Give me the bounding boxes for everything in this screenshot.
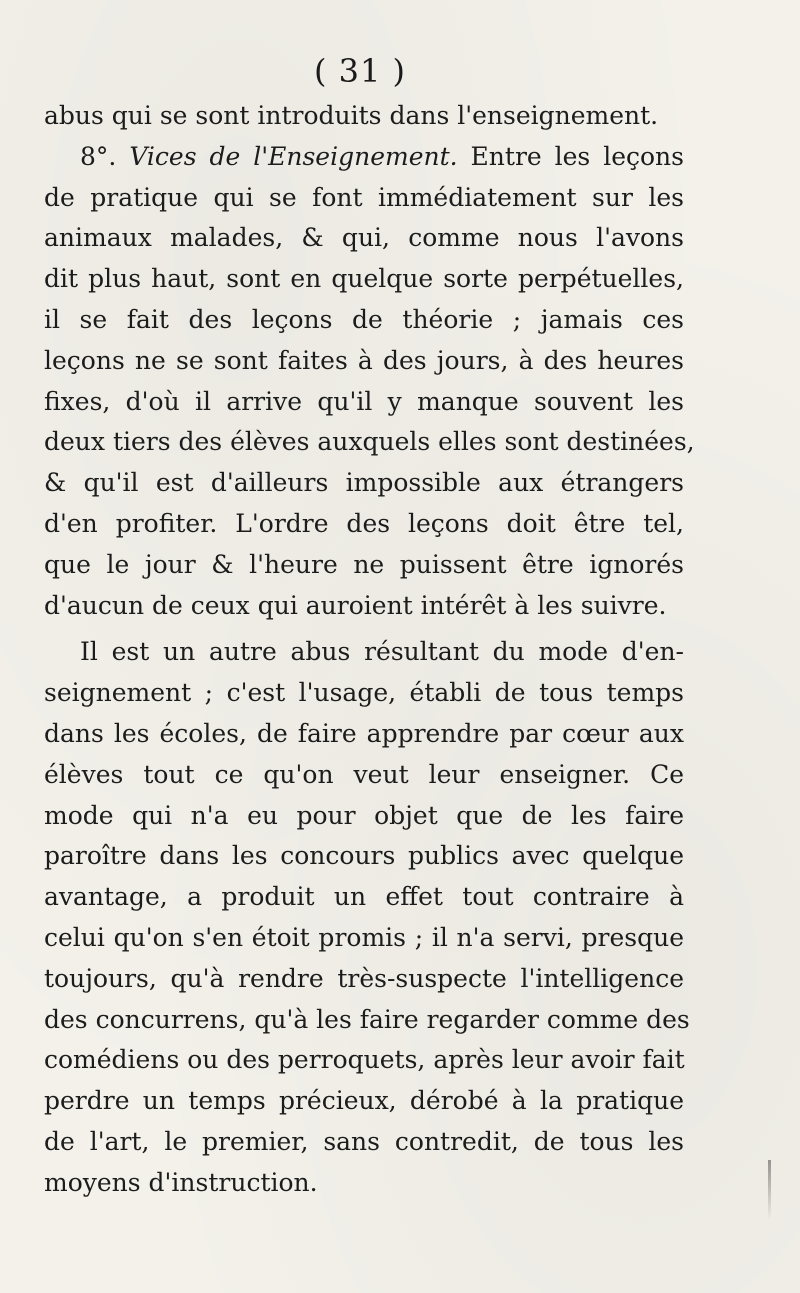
text-line: des concurrens, qu'à les faire regarder comme des [44,1004,690,1034]
text-line: élèves tout ce qu'on veut leur enseigner. Ce [44,759,684,789]
text-line: de l'art, le premier, sans contredit, de tous les [44,1126,684,1156]
text-line: perdre un temps précieux, dérobé à la pratique [44,1086,684,1116]
body-text [44,96,695,1204]
text-line: de pratique qui se font immédiatement sur les [44,182,684,212]
page-edge-mark [768,1160,771,1220]
text-line: paroître dans les concours publics avec quelque [44,841,684,871]
text-line: d'en profiter. L'ordre des leçons doit être tel, [44,508,684,538]
text-line: mode qui n'a eu pour objet que de les faire [44,800,684,830]
text-line: abus qui se sont introduits dans l'enseignement. [44,101,659,130]
text-line: d'aucun de ceux qui auroient intérêt à les suivre. [44,590,667,620]
text-line: deux tiers des élèves auxquels elles sont destinées, [44,427,695,457]
page-number: ( 31 ) [313,52,407,90]
text-line: dit plus haut, sont en quelque sorte perpétuelles, [44,264,684,294]
text-line: Il est un autre abus résultant du mode d'en- [80,637,684,667]
text-line: & qu'il est d'ailleurs impossible aux étrangers [44,468,684,498]
text-line: dans les écoles, de faire apprendre par cœur aux [44,718,684,748]
text-line: avantage, a produit un effet tout contraire à [44,882,684,912]
text-line: moyens d'instruction. [44,1167,318,1197]
text-line: fixes, d'où il arrive qu'il y manque souvent les [44,386,684,416]
text-line: il se fait des leçons de théorie ; jamais ces [44,304,684,334]
text-line: seignement ; c'est l'usage, établi de tous temps [44,678,684,708]
text-line: leçons ne se sont faites à des jours, à des heures [44,345,684,375]
text-line: toujours, qu'à rendre très-suspecte l'intelligence [44,963,684,993]
text-line: que le jour & l'heure ne puissent être ignorés [44,549,684,579]
text-line: celui qu'on s'en étoit promis ; il n'a servi, presque [44,922,684,952]
text-line: Entre les leçons [470,141,684,171]
text-line: comédiens ou des perroquets, après leur avoir fait [44,1045,685,1075]
section-number: 8°. [80,141,117,171]
section-title: Vices de l'Enseignement. [129,141,458,171]
text-line: animaux malades, & qui, comme nous l'avons [44,223,684,253]
section-heading-line [44,137,684,178]
